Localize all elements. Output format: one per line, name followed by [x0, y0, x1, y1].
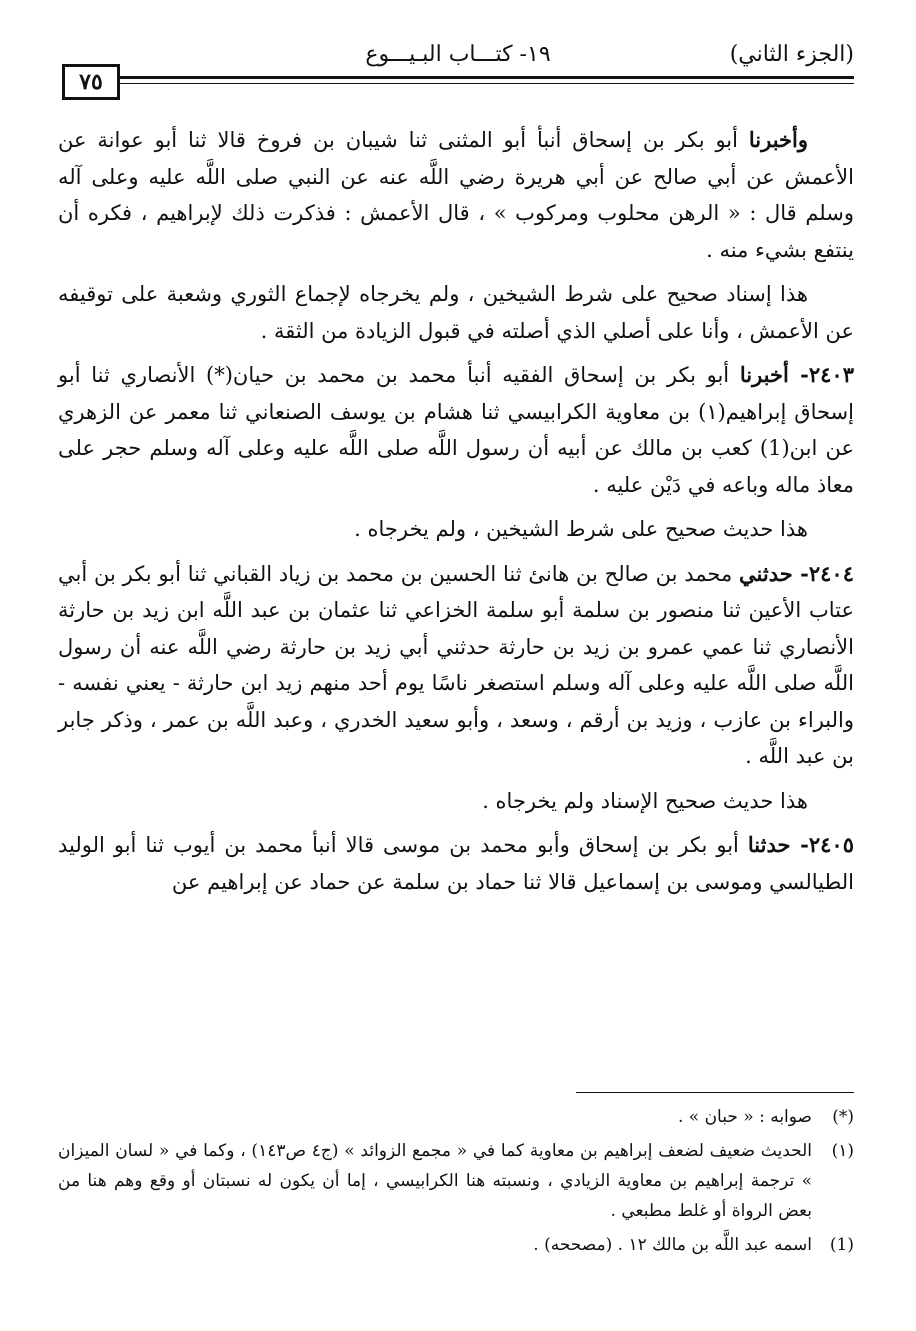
paragraph-text: أبو بكر بن إسحاق أنبأ أبو المثنى ثنا شيبان بن فروخ قالا ثنا أبو عوانة عن الأعمش عن أبي صالح عن أبي هريرة رضي اللَّه عنه عن النبي صلى اللَّه عليه وعلى آله وسلم قال : « الرهن محلوب ومركوب » ، قال الأعمش : فذكرت ذلك لإبراهيم ، فكره أن ينتفع بشيء منه .	[58, 128, 854, 262]
paragraph-1	[58, 122, 854, 268]
paragraph-6	[58, 783, 854, 820]
paragraph-text: أبو بكر بن إسحاق وأبو محمد بن موسى قالا أنبأ محمد بن أيوب ثنا أبو الوليد الطيالسي وموسى بن إسماعيل قالا ثنا حماد بن سلمة عن حماد عن إبراهيم عن	[58, 833, 854, 894]
hadith-number: ٢٤٠٤-	[792, 560, 854, 586]
paragraph-text: هذا حديث صحيح على شرط الشيخين ، ولم يخرجاه .	[354, 517, 808, 541]
hadith-number: ٢٤٠٣-	[788, 362, 854, 387]
footnote-separator	[576, 1092, 854, 1093]
hadith-2405	[58, 827, 854, 900]
footnote-2	[58, 1136, 854, 1226]
page-header	[62, 38, 854, 100]
hadith-number: ٢٤٠٥-	[790, 832, 854, 857]
footnote-mark: (١)	[831, 1141, 854, 1161]
footnotes	[58, 1102, 854, 1264]
paragraph-2	[58, 276, 854, 349]
footnote-text: الحديث ضعيف لضعف إبراهيم بن معاوية كما في « مجمع الزوائد » (ج٤ ص١٤٣) ، وكما في « لسان الميزان » ترجمة إبراهيم بن معاوية الزيادي ، ونسبته هنا الكرابيسي ، إما أن يكون له نسبتان أو وقع وهم هنا من بعض الرواة أو غلط مطبعي .	[58, 1141, 812, 1221]
footnote-mark: (*)	[832, 1107, 854, 1127]
paragraph-lead: حدثنا	[747, 832, 791, 857]
paragraph-text: محمد بن صالح بن هانئ ثنا الحسين بن محمد بن زياد القباني ثنا أبو بكر بن أبي عتاب الأعين ثنا منصور بن سلمة أبو سلمة الخزاعي ثنا عثمان بن عبد اللَّه ابن زيد بن حارثة الأنصاري ثنا عمي عمرو بن زيد بن حارثة حدثني أبي زيد بن حارثة رضي اللَّه عنه أن رسول اللَّه صلى اللَّه عليه وعلى آله وسلم استصغر ناسًا يوم أحد منهم زيد ابن حارثة - يعني نفسه - والبراء بن عازب ، وزيد بن أرقم ، وسعد ، وأبو سعيد الخدري ، وعبد اللَّه بن عمر ، وذكر جابر بن عبد اللَّه .	[58, 561, 854, 768]
paragraph-lead: أخبرنا	[739, 362, 789, 387]
hadith-2404	[58, 556, 854, 775]
footnote-text: صوابه : « حبان » .	[677, 1107, 812, 1127]
chapter-title: ١٩- كتـــاب البـيـــوع	[365, 42, 551, 67]
paragraph-text: هذا إسناد صحيح على شرط الشيخين ، ولم يخرجاه لإجماع الثوري وشعبة على توقيفه عن الأعمش ، وأنا على أصلي الذي أصلته في قبول الزيادة من الثقة .	[58, 282, 854, 343]
footnote-mark: (1)	[829, 1235, 854, 1255]
footnote-3	[58, 1230, 854, 1260]
header-rule-thick	[120, 76, 854, 79]
hadith-2403	[58, 357, 854, 503]
footnote-1	[58, 1102, 854, 1132]
footnote-text: اسمه عبد اللَّه بن مالك ١٢ . (مصححه) .	[533, 1235, 812, 1255]
main-text	[58, 122, 854, 908]
paragraph-lead: حدثني	[739, 560, 793, 586]
volume-label: (الجزء الثاني)	[729, 42, 854, 67]
paragraph-text: أبو بكر بن إسحاق الفقيه أنبأ محمد بن محمد بن حيان(*) الأنصاري ثنا أبو إسحاق إبراهيم(١) بن معاوية الكرابيسي ثنا هشام بن يوسف الصنعاني ثنا معمر عن الزهري عن ابن(1) كعب بن مالك عن أبيه أن رسول اللَّه صلى اللَّه عليه وعلى آله وسلم حجر على معاذ ماله وباعه في دَيْن عليه .	[58, 363, 854, 497]
paragraph-4	[58, 511, 854, 548]
paragraph-lead: وأخبرنا	[748, 127, 808, 152]
header-rule-thin	[120, 83, 854, 84]
page-number: ٧٥	[62, 64, 120, 100]
paragraph-text: هذا حديث صحيح الإسناد ولم يخرجاه .	[482, 788, 808, 813]
